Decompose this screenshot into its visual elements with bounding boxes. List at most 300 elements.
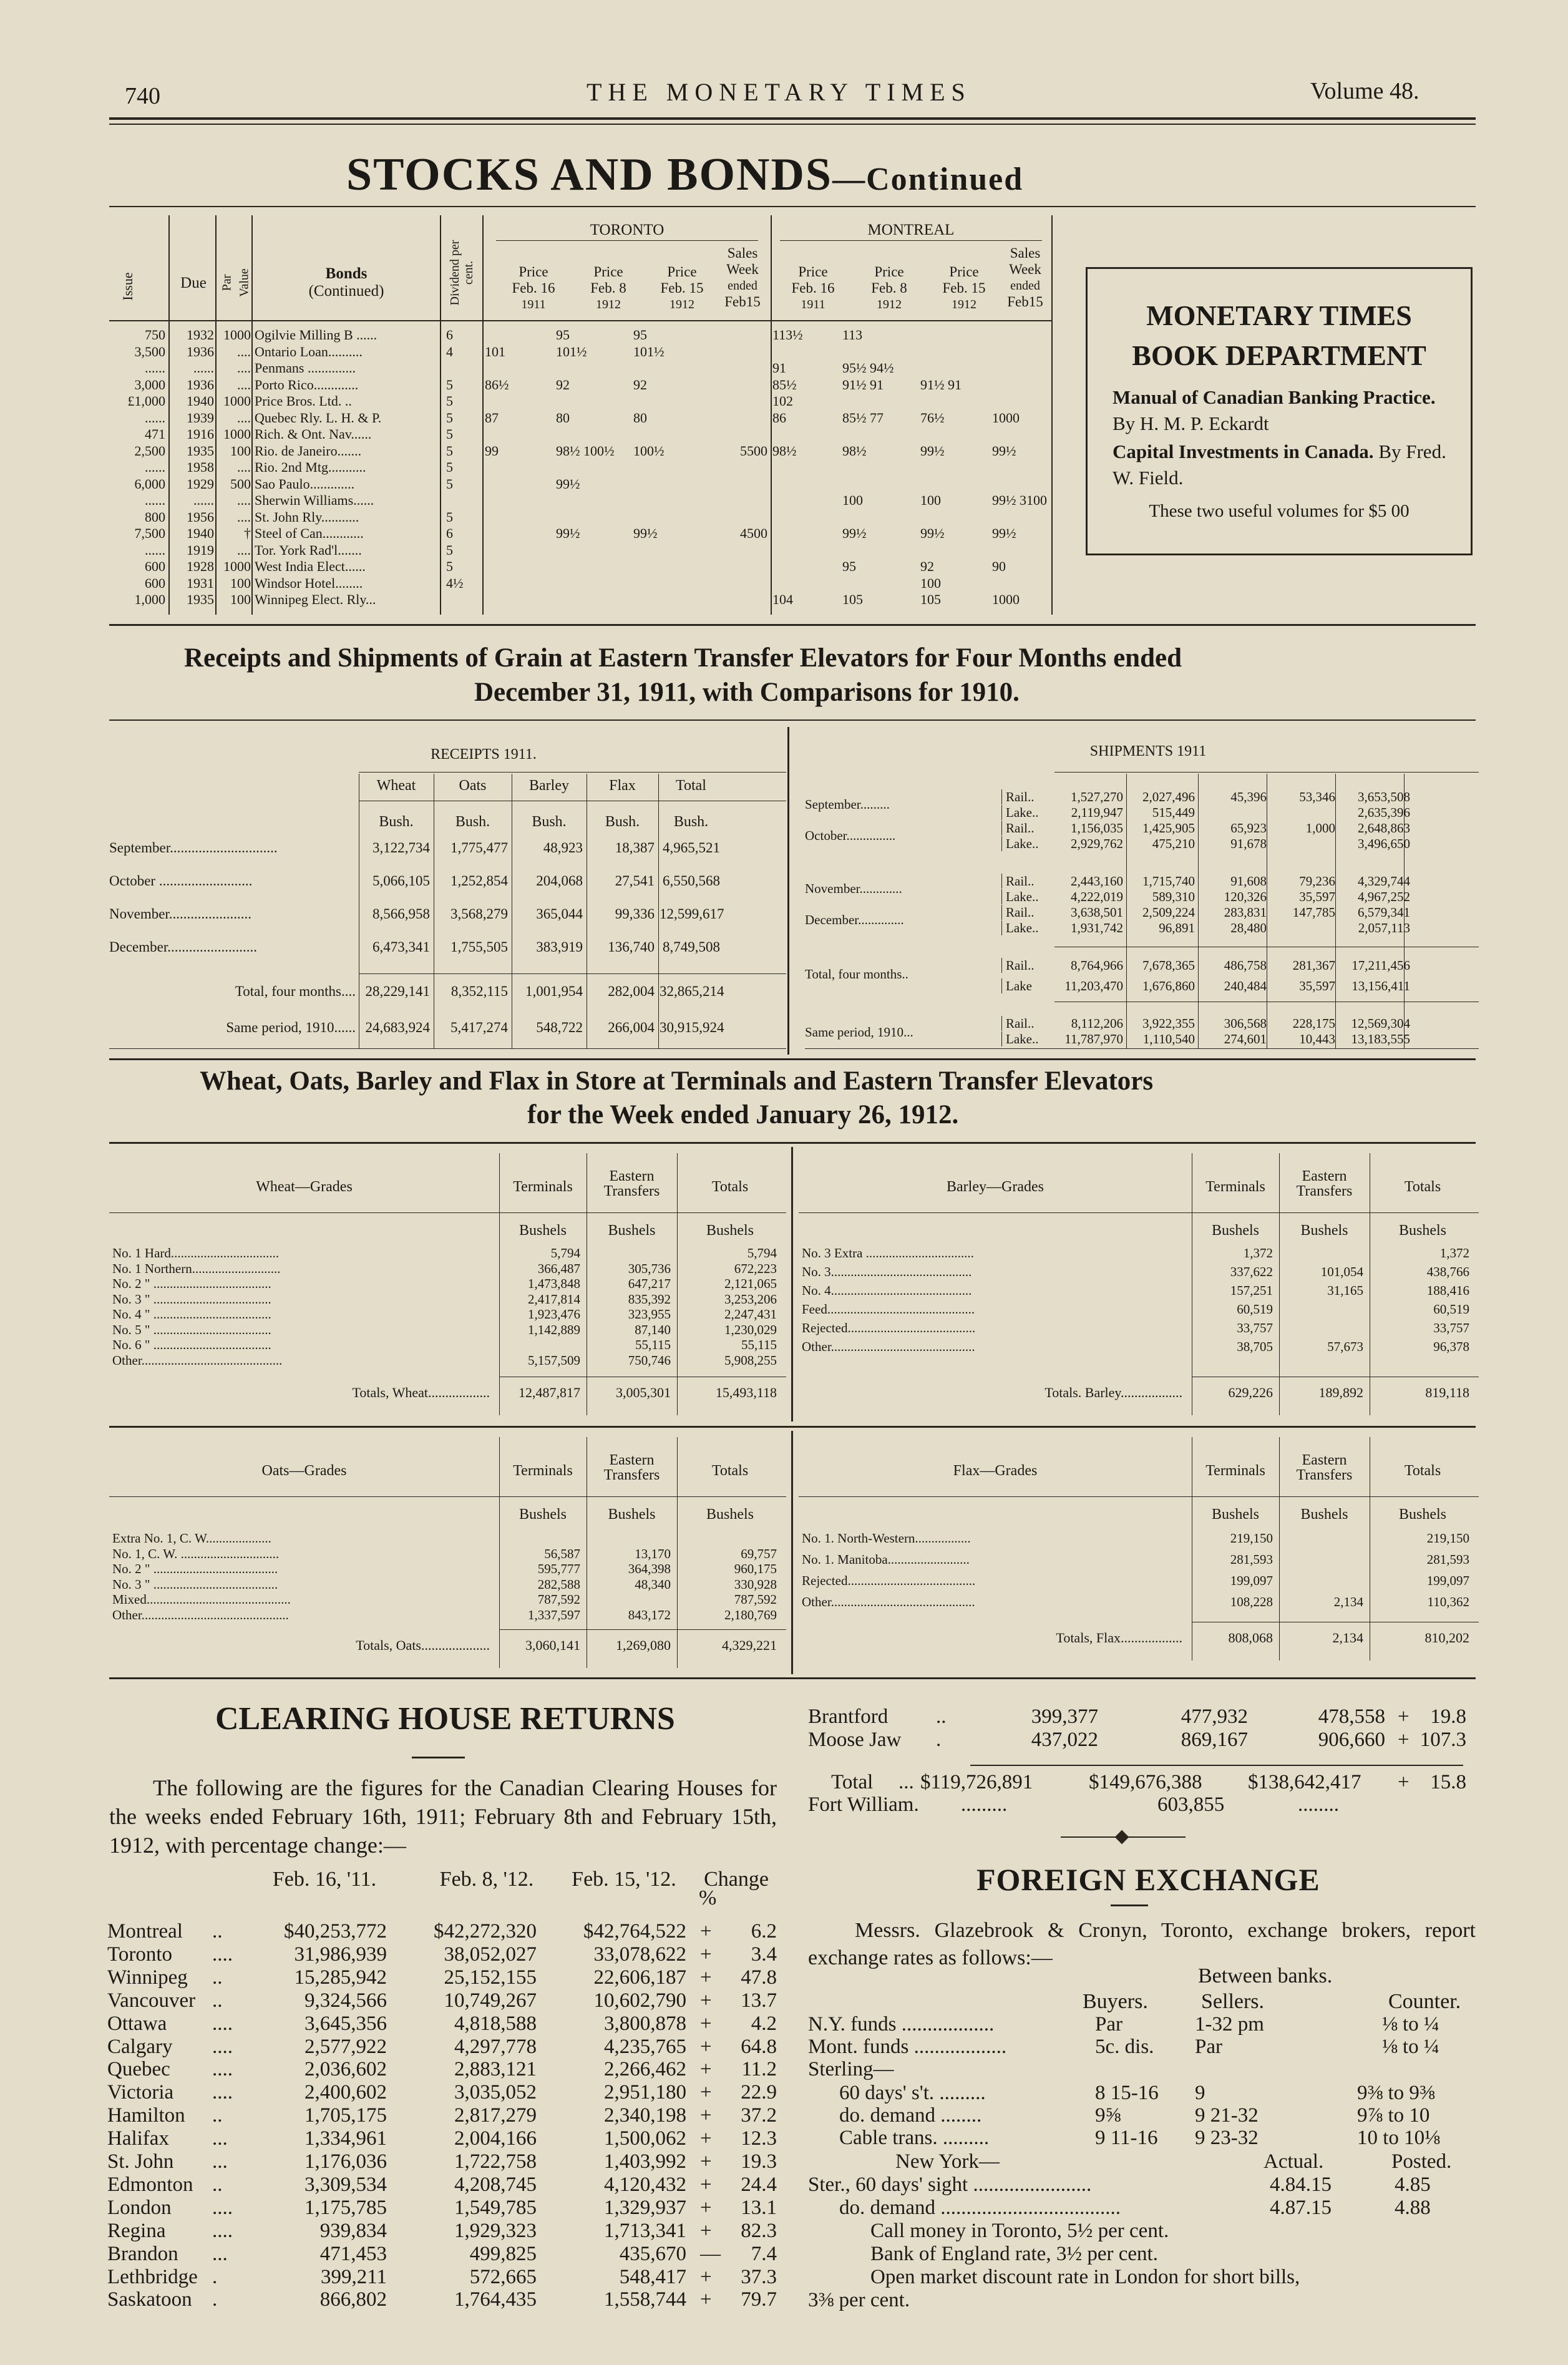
bonds-price-header: 1912 [670, 298, 694, 311]
bond-cell: 5 [446, 442, 453, 459]
bonds-price-header: Sales [727, 245, 758, 261]
ship-value: 10,443 [1299, 1031, 1335, 1046]
clearing-feb15: 3,800,878 [604, 2012, 686, 2035]
clearing-feb15: 435,670 [619, 2242, 686, 2265]
receipts-value: 27,541 [615, 873, 655, 889]
ship-value: 17,211,456 [1351, 958, 1410, 973]
receipts-unit: Bush. [605, 814, 640, 830]
fx-title: FOREIGN EXCHANGE [976, 1862, 1320, 1897]
bond-cell: 80 [633, 409, 647, 426]
bond-cell: West India Elect...... [255, 558, 366, 574]
ship-month: December.............. [805, 912, 904, 927]
receipts-value: 28,229,141 [365, 983, 430, 999]
bonds-price-header: 1912 [596, 298, 621, 311]
clearing-sign: + [700, 2219, 712, 2242]
bond-cell: 1000 [223, 426, 251, 442]
bond-cell: 99½ [842, 525, 867, 541]
bonds-table [109, 215, 1061, 615]
book-1-title: Manual of Canadian Banking Practice. [1113, 386, 1436, 408]
receipts-divider [787, 727, 789, 1055]
bond-cell: 100 [920, 575, 941, 591]
clearing-city: Fort William. [808, 1793, 919, 1816]
ship-route: Lake.. [1001, 836, 1054, 851]
clearing-feb8: $149,676,388 [1089, 1771, 1202, 1793]
fx-ny-label: do. demand ................................... [839, 2197, 1121, 2219]
fx-ny-actual: 4.84.15 [1270, 2173, 1332, 2196]
bushels-unit: Bushels [608, 1222, 656, 1239]
section-title-main: STOCKS AND BONDS [346, 149, 833, 200]
section-rule [109, 206, 1476, 207]
ship-route: Rail.. [1001, 1016, 1054, 1031]
bond-cell: St. John Rly........... [255, 509, 359, 525]
bond-cell: 5 [446, 475, 453, 492]
ship-value: 8,112,206 [1071, 1016, 1123, 1031]
grade-total-value: 15,493,118 [715, 1385, 777, 1400]
clearing-feb8: 38,052,027 [444, 1943, 537, 1966]
grade-value: 366,487 [537, 1261, 580, 1276]
grade-name: No. 1. Manitoba......................... [802, 1552, 970, 1567]
bond-row [109, 409, 1051, 426]
bond-cell: 6 [446, 327, 453, 343]
clearing-change: 11.2 [741, 2058, 777, 2081]
clearing-dots: ........ [1298, 1793, 1339, 1816]
grade-value: 69,757 [741, 1546, 777, 1561]
receipts-value: 18,387 [615, 840, 655, 856]
bond-cell: .... [237, 376, 251, 393]
journal-title: THE MONETARY TIMES [587, 78, 971, 106]
fx-buyers: 8 15-16 [1095, 2082, 1159, 2104]
bond-row [109, 492, 1051, 509]
montreal-header: MONTREAL [867, 222, 955, 238]
receipts-value: 548,722 [536, 1020, 583, 1035]
clearing-dots: . [212, 2265, 218, 2288]
section-title-sub: —Continued [832, 162, 1024, 197]
clearing-feb16: 2,036,602 [304, 2058, 387, 2081]
bond-cell: 4 [446, 343, 453, 359]
ship-value: 96,891 [1159, 920, 1195, 935]
ship-value: 6,579,341 [1358, 905, 1410, 920]
bond-cell: 1928 [187, 558, 214, 574]
clearing-feb15: 1,558,744 [604, 2288, 686, 2311]
bonds-price-header: Price [874, 264, 904, 280]
bond-cell: Sao Paulo............. [255, 475, 355, 492]
shipments-title: SHIPMENTS 1911 [1089, 743, 1207, 759]
clearing-feb15: 22,606,187 [593, 1966, 686, 1989]
bond-cell: .... [237, 459, 251, 475]
clearing-city: Moose Jaw [808, 1729, 902, 1751]
bond-cell: 1936 [187, 343, 214, 359]
store-heading-2: for the Week ended January 26, 1912. [527, 1100, 959, 1129]
receipts-label: Total, four months.... [235, 983, 356, 999]
bond-cell: 80 [556, 409, 570, 426]
clearing-sign: + [1398, 1705, 1410, 1728]
clearing-city: Edmonton [107, 2173, 193, 2196]
bond-cell: 86 [772, 409, 786, 426]
bond-cell: 5 [446, 542, 453, 558]
fx-buyers-header: Buyers. [1083, 1990, 1148, 2013]
store-rule [109, 1142, 1476, 1144]
bond-cell: .... [237, 360, 251, 376]
bonds-price-header: Feb15 [1007, 294, 1043, 310]
grade-value: 96,378 [1433, 1339, 1469, 1354]
bond-cell: Quebec Rly. L. H. & P. [255, 409, 382, 426]
grade-total-value: 4,329,221 [722, 1637, 777, 1653]
ship-bottom-rule [805, 1048, 1479, 1049]
fx-label: Mont. funds .................. [808, 2036, 1007, 2058]
bond-cell: 99½ [556, 475, 580, 492]
ship-value: 79,236 [1299, 874, 1335, 889]
grade-value: 1,372 [1439, 1246, 1469, 1261]
fx-note: Bank of England rate, 3½ per cent. [870, 2243, 1158, 2265]
bond-cell: 800 [145, 509, 165, 525]
bond-cell: 101 [485, 343, 505, 359]
bonds-price-header: Feb. 8 [590, 280, 626, 296]
grade-col-rule [677, 1437, 678, 1668]
bond-cell: 99 [485, 442, 499, 459]
grade-value: 843,172 [628, 1607, 671, 1622]
bond-cell: ...... [145, 459, 165, 475]
clearing-city: Victoria [107, 2081, 174, 2104]
store-heading-1: Wheat, Oats, Barley and Flax in Store at Terminals and Eastern Transfer Elevators [200, 1066, 1154, 1096]
clearing-feb15: 2,951,180 [604, 2081, 686, 2104]
bond-cell: 99½ [920, 525, 945, 541]
fx-counter: ⅛ to ¼ [1382, 2036, 1439, 2058]
grade-value: 110,362 [1427, 1594, 1469, 1609]
clearing-sign: + [1398, 1729, 1410, 1751]
fx-label: Sterling— [808, 2058, 894, 2080]
book-ad [1086, 267, 1473, 555]
clearing-feb16: 15,285,942 [294, 1966, 387, 1989]
ship-value: 515,449 [1152, 805, 1195, 820]
bond-cell: 5 [446, 558, 453, 574]
bond-cell: 105 [920, 592, 941, 607]
clearing-change: 79.7 [741, 2288, 777, 2311]
bushels-unit: Bushels [1300, 1506, 1348, 1523]
bond-cell: Penmans .............. [255, 360, 356, 376]
ship-route: Lake [1001, 978, 1054, 993]
bond-row [109, 542, 1051, 558]
bond-cell: 86½ [485, 376, 509, 393]
receipts-month: November....................... [109, 906, 252, 922]
receipts-value: 6,550,568 [663, 873, 720, 889]
clearing-feb15: 4,235,765 [604, 2035, 686, 2058]
bond-cell: 1940 [187, 393, 214, 409]
bond-cell: 100 [842, 492, 863, 508]
grade-value: 87,140 [635, 1322, 671, 1337]
receipts-table [109, 727, 786, 1055]
bond-row [109, 376, 1051, 393]
receipts-value: 204,068 [536, 873, 583, 889]
bond-cell: 5 [446, 376, 453, 393]
clearing-feb16: 1,705,175 [304, 2104, 387, 2127]
clearing-city: Montreal [107, 1920, 183, 1943]
clearing-change: 12.3 [741, 2127, 777, 2150]
ship-value: 1,425,905 [1142, 821, 1195, 836]
bond-cell: £1,000 [127, 393, 165, 409]
receipts-rule [109, 719, 1476, 721]
clearing-feb8: 4,208,745 [454, 2173, 537, 2196]
clearing-city: Toronto [107, 1943, 173, 1966]
clearing-dots: .... [212, 2035, 233, 2058]
grade-name: No. 5 " .................................... [112, 1322, 271, 1337]
ship-route: Lake.. [1001, 920, 1054, 935]
grade-value: 219,150 [1230, 1531, 1273, 1546]
ship-value: 12,569,304 [1351, 1016, 1410, 1031]
section-title [346, 149, 1023, 202]
fx-buyers: 5c. dis. [1095, 2036, 1154, 2058]
grade-name: No. 3 Extra ................................. [802, 1246, 974, 1261]
grade-value: 199,097 [1426, 1573, 1469, 1588]
clearing-change: 13.7 [741, 1989, 777, 2012]
clearing-feb8: 603,855 [1157, 1793, 1225, 1816]
bond-cell: 99½ [992, 442, 1016, 459]
store-top-rule [109, 1058, 1476, 1060]
receipts-label: Same period, 1910...... [226, 1020, 356, 1035]
bond-cell: 1940 [187, 525, 214, 541]
bond-cell: 76½ [920, 409, 945, 426]
grade-name: Other........................................... [112, 1352, 283, 1368]
clearing-title: CLEARING HOUSE RETURNS [215, 1701, 675, 1737]
clearing-change: 6.2 [751, 1920, 777, 1943]
clearing-dots: .... [212, 2058, 233, 2081]
ship-value: 65,923 [1230, 821, 1267, 836]
clearing-dots: . [936, 1729, 942, 1751]
clearing-sign: + [1398, 1771, 1410, 1793]
clearing-sign: + [700, 1966, 712, 1989]
bond-cell: 4500 [740, 525, 767, 541]
bushels-unit: Bushels [1398, 1506, 1446, 1523]
ship-route: Lake.. [1001, 889, 1054, 904]
fx-sellers: 9 23-32 [1195, 2127, 1259, 2149]
clearing-header: Feb. 16, '11. [272, 1868, 377, 1891]
grade-value: 60,519 [1237, 1302, 1273, 1317]
grade-total-rule [499, 1629, 786, 1630]
ship-value: 306,568 [1224, 1016, 1267, 1031]
grade-value: 3,253,206 [724, 1291, 777, 1307]
bonds-price-header: Feb. 16 [791, 280, 835, 296]
clearing-sign: + [700, 2265, 712, 2288]
grade-value: 33,757 [1433, 1320, 1469, 1335]
clearing-dots: . [212, 2288, 218, 2311]
bond-cell: 99½ [633, 525, 658, 541]
fx-intro: Messrs. Glazebrook & Cronyn, Toronto, exchange brokers, report exchange rates as follows:— [808, 1919, 1476, 1969]
bond-cell: Tor. York Rad'l....... [255, 542, 362, 558]
receipts-month: October .......................... [109, 873, 253, 889]
grade-value: 1,372 [1243, 1246, 1273, 1261]
grade-value: 31,165 [1327, 1283, 1363, 1298]
bond-cell: 101½ [633, 343, 665, 359]
fx-label: do. demand ........ [839, 2104, 982, 2127]
clearing-change: 82.3 [741, 2219, 777, 2242]
clearing-dots: ......... [961, 1793, 1008, 1816]
ship-value: 3,653,508 [1358, 789, 1410, 804]
ship-value: 147,785 [1292, 905, 1335, 920]
clearing-feb16: $40,253,772 [284, 1920, 387, 1943]
bond-cell: 3,500 [134, 343, 165, 359]
clearing-feb8: 2,004,166 [454, 2127, 537, 2150]
bond-cell: Steel of Can............ [255, 525, 364, 541]
receipts-col-header: Barley [529, 778, 569, 794]
grade-total-label: Totals. Barley.................. [1045, 1385, 1182, 1400]
fx-note: Open market discount rate in London for short bills, [870, 2266, 1300, 2288]
grade-value: 282,588 [537, 1576, 580, 1592]
clearing-header: Feb. 8, '12. [439, 1868, 534, 1891]
bonds-price-header: Week [726, 261, 759, 277]
clearing-feb15: 478,558 [1318, 1705, 1385, 1728]
bond-cell: 90 [992, 558, 1006, 574]
clearing-feb16: 9,324,566 [304, 1989, 387, 2012]
grade-value: 330,928 [734, 1576, 777, 1592]
bond-cell: 95½ 94½ [842, 360, 894, 376]
ship-value: 53,346 [1299, 789, 1335, 804]
grade-name: No. 4........................................... [802, 1283, 972, 1298]
bonds-price-header: Price [519, 264, 548, 280]
clearing-feb8: 2,817,279 [454, 2104, 537, 2127]
receipts-value: 3,122,734 [373, 840, 430, 856]
bond-cell: 91½ 91 [842, 376, 884, 393]
grade-value: 595,777 [537, 1561, 580, 1576]
clearing-dots: .. [212, 2104, 223, 2127]
clearing-feb16: 31,986,939 [294, 1943, 387, 1966]
clearing-header: Feb. 15, '12. [572, 1868, 676, 1891]
bond-cell: Rio. de Janeiro....... [255, 442, 362, 459]
terminals-header: Terminals [513, 1463, 573, 1479]
ship-value: 3,496,650 [1358, 836, 1410, 851]
dividend-header: Dividend per cent. [448, 240, 475, 306]
oats-grades-table [109, 1431, 786, 1674]
bond-cell: 1958 [187, 459, 214, 475]
book-1 [1113, 384, 1462, 437]
receipts-value: 99,336 [615, 906, 655, 922]
bond-cell: 5 [446, 459, 453, 475]
receipts-value: 5,066,105 [373, 873, 430, 889]
clearing-change: 37.2 [741, 2104, 777, 2127]
grade-value: 787,592 [734, 1592, 777, 1607]
bonds-price-header: Feb15 [724, 294, 761, 310]
fx-buyers: 9 11-16 [1095, 2127, 1158, 2149]
bond-cell: 500 [230, 475, 251, 492]
bond-row [109, 442, 1051, 459]
ship-value: 1,527,270 [1071, 789, 1123, 804]
clearing-sign: + [700, 2081, 712, 2104]
bond-cell: 1000 [992, 409, 1020, 426]
clearing-feb16: 1,334,961 [304, 2127, 387, 2150]
bonds-price-header: Price [949, 264, 979, 280]
grade-value: 2,417,814 [528, 1291, 580, 1307]
bond-cell: 91½ 91 [920, 376, 962, 393]
book-ad-title-1: MONETARY TIMES [1146, 300, 1412, 331]
eastern-header: Eastern Transfers [603, 1452, 660, 1483]
grade-value: 101,054 [1320, 1264, 1363, 1279]
bond-cell: Sherwin Williams...... [255, 492, 374, 508]
bond-cell: .... [237, 492, 251, 508]
clearing-feb15: 1,713,341 [604, 2219, 686, 2242]
fx-ny-actual: 4.87.15 [1270, 2197, 1332, 2219]
bond-cell: 7,500 [134, 525, 165, 541]
bond-cell: 1956 [187, 509, 214, 525]
clearing-feb8: 572,665 [469, 2265, 537, 2288]
ship-value: 91,608 [1230, 874, 1267, 889]
masthead-rule [109, 117, 1476, 120]
volume-label: Volume 48. [1310, 78, 1419, 104]
bonds-price-header: Price [593, 264, 623, 280]
bond-cell: † [244, 525, 251, 541]
ship-value: 4,329,744 [1358, 874, 1410, 889]
clearing-dots: ... [212, 2150, 228, 2173]
bond-cell: 95 [556, 327, 570, 343]
receipts-value: 1,755,505 [450, 939, 508, 955]
grade-name: Other............................................ [802, 1594, 975, 1609]
ship-col-rule [1198, 774, 1199, 1048]
receipts-value: 8,352,115 [450, 983, 508, 999]
bond-row [109, 359, 1051, 376]
receipts-value: 30,915,924 [660, 1020, 724, 1035]
bond-cell: 95 [842, 558, 856, 574]
clearing-feb16: 399,377 [1031, 1705, 1098, 1728]
ship-value: 13,156,411 [1351, 978, 1410, 993]
grade-name: Rejected....................................... [802, 1573, 976, 1588]
receipts-value: 1,775,477 [450, 840, 508, 856]
ship-value: 1,000 [1305, 821, 1335, 836]
clearing-city: Total [831, 1771, 874, 1793]
fx-sellers-header: Sellers. [1201, 1990, 1265, 2013]
receipts-value: 12,599,617 [660, 906, 724, 922]
ship-route: Lake.. [1001, 805, 1054, 820]
grade-title: Wheat—Grades [256, 1179, 353, 1195]
receipts-value: 24,683,924 [365, 1020, 430, 1035]
clearing-feb16: 3,309,534 [304, 2173, 387, 2196]
ship-value: 228,175 [1292, 1016, 1335, 1031]
bond-cell: ...... [193, 492, 214, 508]
clearing-dots: .... [212, 2081, 233, 2104]
grade-value: 364,398 [628, 1561, 671, 1576]
grade-name: No. 3 " ...................................... [112, 1576, 278, 1592]
clearing-sign: + [700, 2288, 712, 2311]
bond-cell: 1936 [187, 376, 214, 393]
fx-sellers: Par [1195, 2036, 1222, 2058]
grade-value: 1,473,848 [528, 1276, 580, 1291]
grade-value: 56,587 [544, 1546, 580, 1561]
bushels-unit: Bushels [706, 1222, 754, 1239]
clearing-feb8: 4,297,778 [454, 2035, 537, 2058]
bond-cell: 99½ [992, 525, 1016, 541]
clearing-feb8: 869,167 [1181, 1729, 1248, 1751]
clearing-sign: + [700, 2035, 712, 2058]
clearing-city: St. John [107, 2150, 174, 2173]
store-mid-rule [109, 1426, 1476, 1428]
grade-value: 305,736 [628, 1261, 671, 1276]
ship-value: 1,715,740 [1142, 874, 1195, 889]
clearing-header: % [699, 1886, 717, 1909]
clearing-feb16: 471,453 [319, 2242, 387, 2265]
ship-value: 1,931,742 [1071, 920, 1123, 935]
grade-name: No. 1. North-Western................. [802, 1531, 971, 1546]
bond-cell: .... [237, 542, 251, 558]
grade-value: 60,519 [1433, 1302, 1469, 1317]
bushels-unit: Bushels [1211, 1222, 1259, 1239]
grade-total-value: 189,892 [1318, 1385, 1363, 1400]
receipts-value: 365,044 [536, 906, 583, 922]
grade-head-rule [799, 1212, 1479, 1213]
grade-value: 750,746 [628, 1352, 671, 1368]
ship-month: November............. [805, 881, 902, 896]
grade-total-value: 2,134 [1332, 1630, 1363, 1646]
bond-cell: ...... [145, 360, 165, 376]
book-ad-title-2: BOOK DEPARTMENT [1132, 339, 1426, 371]
ship-value: 11,787,970 [1064, 1031, 1123, 1046]
grade-name: No. 3........................................... [802, 1264, 972, 1279]
clearing-sign: + [700, 2127, 712, 2150]
